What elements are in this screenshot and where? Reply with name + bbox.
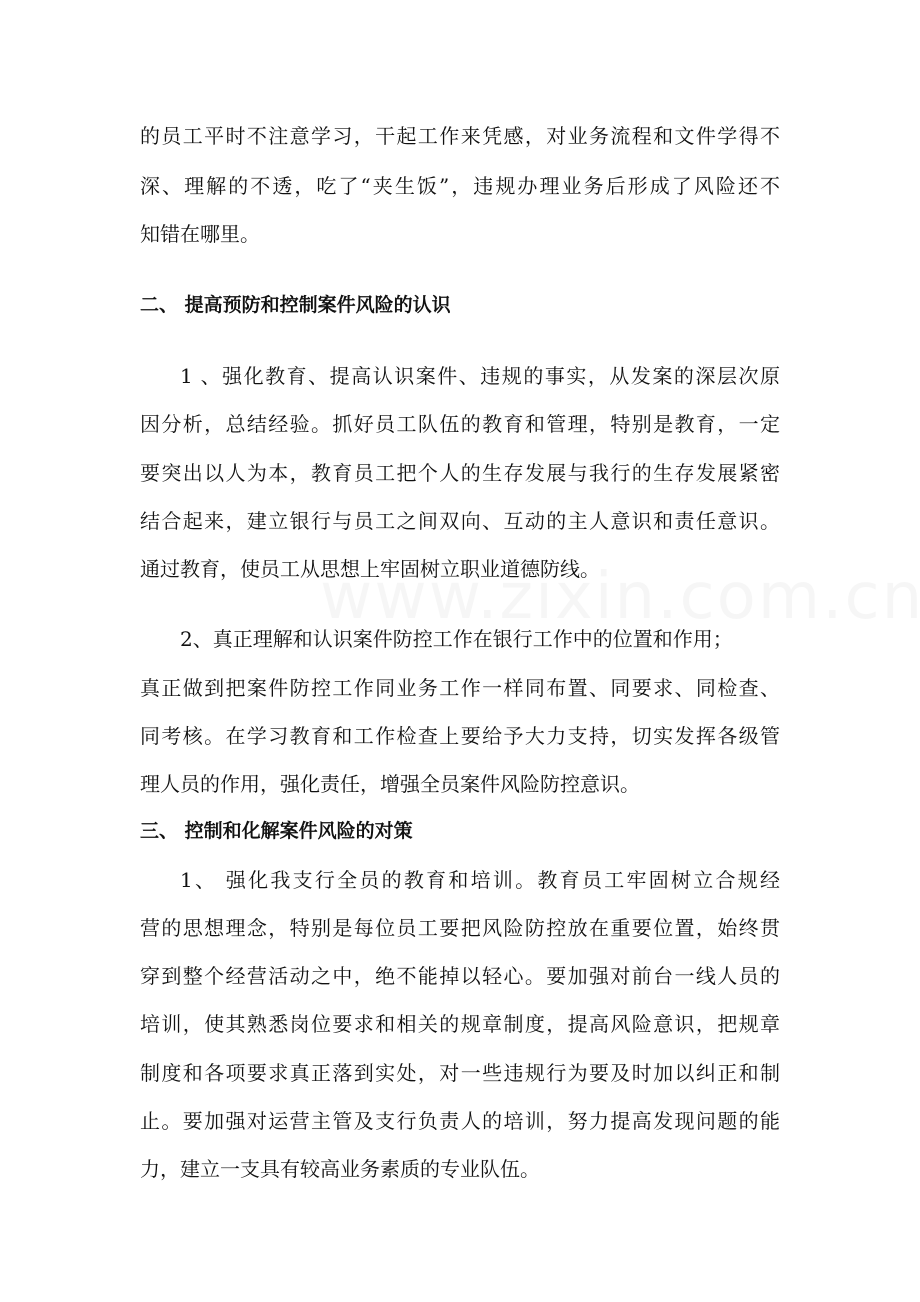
paragraph-line: 的员工平时不注意学习，干起工作来凭感，对业务流程和文件学得不 <box>140 124 780 148</box>
paragraph-line: 力，建立一支具有较高业务素质的专业队伍。 <box>140 1157 540 1181</box>
paragraph-line: 2、真正理解和认识案件防控工作在银行工作中的位置和作用； <box>180 627 733 651</box>
paragraph-line: 理人员的作用，强化责任，增强全员案件风险防控意识。 <box>140 772 640 796</box>
section-heading: 二、 提高预防和控制案件风险的认识 <box>140 294 451 316</box>
paragraph-line: 通过教育，使员工从思想上牢固树立职业道德防线。 <box>140 557 600 581</box>
paragraph-line: 穿到整个经营活动之中，绝不能掉以轻心。要加强对前台一线人员的 <box>140 964 780 988</box>
paragraph-line: 因分析，总结经验。抓好员工队伍的教育和管理，特别是教育，一定 <box>140 412 780 436</box>
paragraph-line: 同考核。在学习教育和工作检查上要给予大力支持，切实发挥各级管 <box>140 724 780 748</box>
paragraph-line: 1、 强化我支行全员的教育和培训。教育员工牢固树立合规经 <box>180 868 780 892</box>
section-heading: 三、 控制和化解案件风险的对策 <box>140 820 413 842</box>
paragraph-line: 要突出以人为本，教育员工把个人的生存发展与我行的生存发展紧密 <box>140 461 780 485</box>
paragraph-line: 培训，使其熟悉岗位要求和相关的规章制度，提高风险意识，把规章 <box>140 1012 780 1036</box>
paragraph-line: 营的思想理念，特别是每位员工要把风险防控放在重要位置，始终贯 <box>140 916 780 940</box>
paragraph-line: 1 、强化教育、提高认识案件、违规的事实，从发案的深层次原 <box>180 364 780 388</box>
paragraph-line: 制度和各项要求真正落到实处，对一些违规行为要及时加以纠正和制 <box>140 1061 780 1085</box>
paragraph-line: 真正做到把案件防控工作同业务工作一样同布置、同要求、同检查、 <box>140 676 780 700</box>
paragraph-line: 知错在哪里。 <box>140 222 260 246</box>
paragraph-line: 结合起来，建立银行与员工之间双向、互动的主人意识和责任意识。 <box>140 509 780 533</box>
paragraph-line: 止。要加强对运营主管及支行负责人的培训，努力提高发现问题的能 <box>140 1109 780 1133</box>
paragraph-line: 深、理解的不透，吃了“夹生饭”，违规办理业务后形成了风险还不 <box>140 174 780 198</box>
